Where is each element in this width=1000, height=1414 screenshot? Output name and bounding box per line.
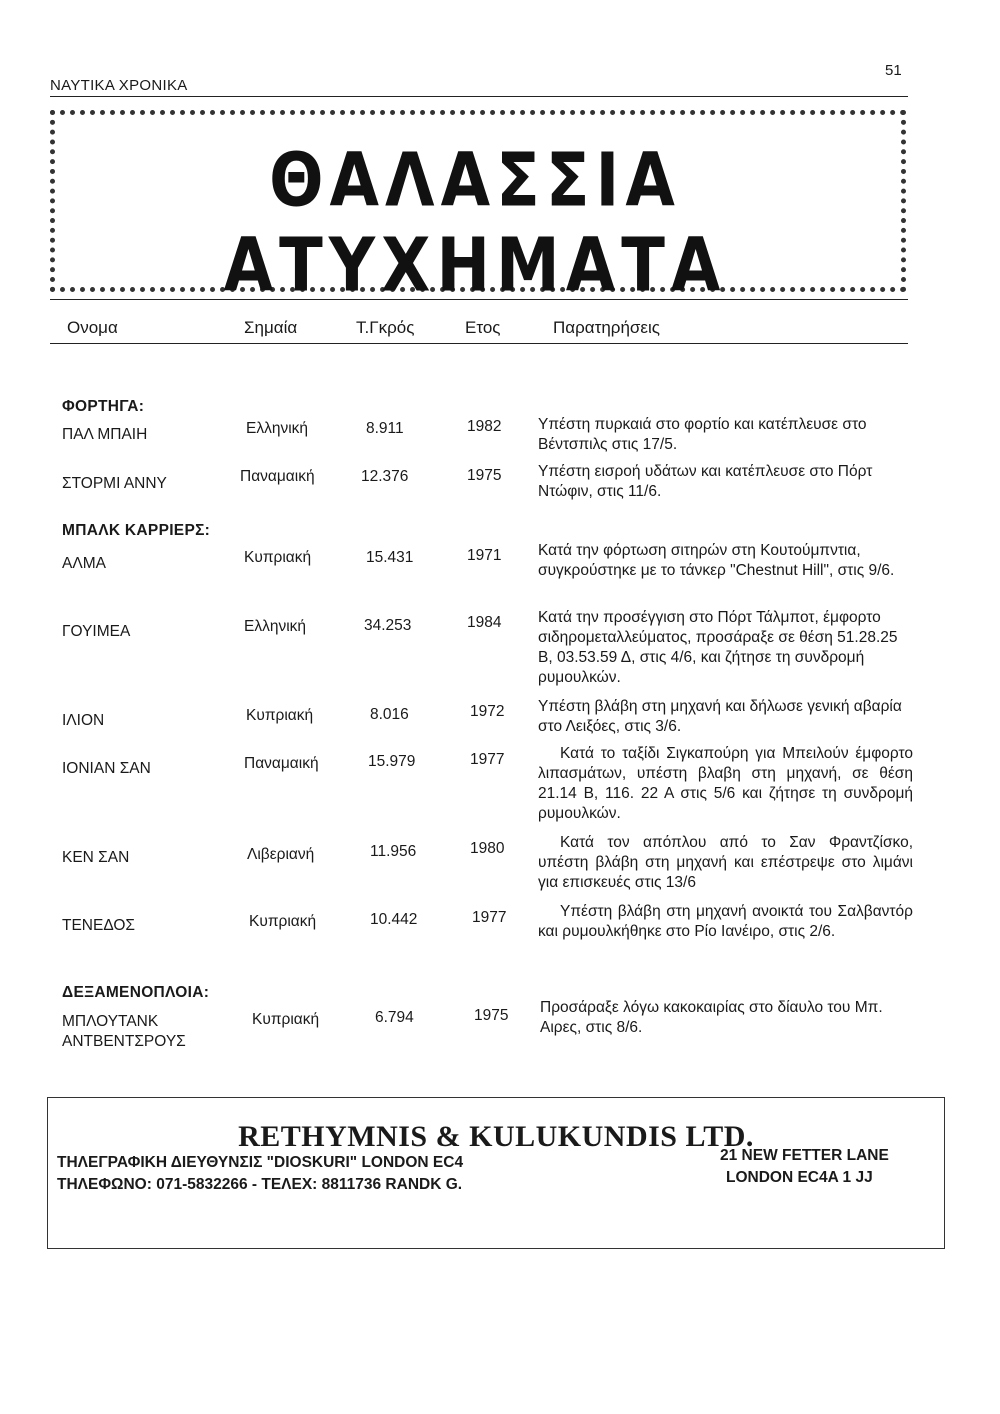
vessel-name: ΣΤΟΡΜΙ ΑΝΝΥ (62, 475, 167, 492)
category-tankers: ΔΕΞΑΜΕΝΟΠΛΟΙΑ: (62, 984, 210, 1001)
vessel-tonnage: 10.442 (370, 911, 418, 928)
col-header-flag: Σημαία (244, 318, 298, 337)
vessel-name: ΜΠΛΟΥΤΑΝΚ ΑΝΤΒΕΝΤΣΡΟΥΣ (62, 1013, 186, 1050)
vessel-tonnage: 8.911 (366, 420, 404, 437)
vessel-name: ΙΟΝΙΑΝ ΣΑΝ (62, 760, 151, 777)
vessel-name: ΑΛΜΑ (62, 555, 106, 572)
vessel-name: ΚΕΝ ΣΑΝ (62, 849, 130, 866)
vessel-remarks: Κατά τον απόπλου από το Σαν Φραντζίσκο, υπέστη βλάβη στη μηχανή και επέστρεψε στο λιμάνι για επισκευές στις 13/6 (538, 834, 913, 891)
column-header-rule (50, 343, 908, 344)
vessel-remarks: Υπέστη βλάβη στη μηχανή ανοικτά του Σαλβαντόρ και ρυμουλκήθηκε στο Ρίο Ιανέιρο, στις 2/6. (538, 903, 913, 940)
telegraph-address: ΤΗΛΕΓΡΑΦΙΚΗ ΔΙΕΥΘΥΝΣΙΣ "DIOSKURI" LONDON EC4 (57, 1154, 464, 1171)
vessel-year: 1977 (472, 909, 507, 926)
company-name: RETHYMNIS & KULUKUNDIS LTD. (238, 1120, 754, 1153)
vessel-tonnage: 11.956 (370, 843, 417, 860)
vessel-flag: Ελληνική (246, 420, 309, 437)
vessel-flag: Κυπριακή (252, 1011, 320, 1028)
vessel-tonnage: 34.253 (364, 617, 412, 634)
vessel-tonnage: 15.979 (368, 753, 416, 770)
category-bulk: ΜΠΑΛΚ ΚΑΡΡΙΕΡΣ: (62, 522, 211, 539)
vessel-remarks: Κατά την φόρτωση σιτηρών στη Κουτούμπντια, συγκρούστηκε με το τάνκερ "Chestnut Hill", στις 9/6. (538, 542, 895, 579)
banner-bottom-rule (50, 299, 908, 300)
header-rule (50, 96, 908, 97)
vessel-remarks: Κατά το ταξίδι Σιγκαπούρη για Μπειλούν έμφορτο λιπασμάτων, υπέστη βλαβη στη μηχανή, σε θέση 21.14 Β, 116. 22 Α στις 5/6 και ζήτησε τη συνδρομή ρυμουλκών. (538, 745, 913, 822)
col-header-name: Ονομα (67, 318, 118, 337)
vessel-year: 1982 (467, 418, 502, 435)
vessel-name: ΤΕΝΕΔΟΣ (62, 917, 136, 934)
col-header-year: Ετος (465, 318, 501, 337)
phone-telex: ΤΗΛΕΦΩΝΟ: 071-5832266 - ΤΕΛΕΧ: 8811736 RANDK G. (57, 1176, 463, 1193)
vessel-flag: Κυπριακή (249, 913, 317, 930)
address-line-1: 21 NEW FETTER LANE (720, 1147, 889, 1164)
category-cargo: ΦΟΡΤΗΓΑ: (62, 398, 145, 415)
vessel-name: ΠΑΛ ΜΠΑΙΗ (62, 426, 148, 443)
banner-title: ΘΑΛΑΣΣΙΑ ΑΤΥΧΗΜΑΤΑ (223, 138, 727, 310)
vessel-year: 1975 (467, 467, 502, 484)
vessel-flag: Λιβεριανή (247, 846, 315, 863)
vessel-tonnage: 8.016 (370, 706, 409, 723)
vessel-year: 1975 (474, 1007, 509, 1024)
vessel-year: 1977 (470, 751, 505, 768)
col-header-remarks: Παρατηρήσεις (553, 318, 660, 337)
vessel-remarks: Υπέστη βλάβη στη μηχανή και δήλωσε γενική αβαρία στο Λειξόες, στις 3/6. (538, 698, 902, 735)
vessel-remarks: Προσάραξε λόγω κακοκαιρίας στο δίαυλο του Μπ. Αιρες, στις 8/6. (540, 999, 883, 1036)
vessel-tonnage: 6.794 (375, 1009, 414, 1026)
vessel-flag: Παναμαική (240, 468, 315, 485)
vessel-remarks: Υπέστη πυρκαιά στο φορτίο και κατέπλευσε στο Βέντσπιλς στις 17/5. (538, 416, 867, 453)
vessel-flag: Κυπριακή (244, 549, 312, 566)
address-line-2: LONDON EC4A 1 JJ (726, 1169, 873, 1186)
vessel-remarks: Κατά την προσέγγιση στο Πόρτ Τάλμποτ, έμφορτο σιδηρομεταλλεύματος, προσάραξε σε θέση 51.28.25 Β, 03.53.59 Δ, στις 4/6, και ζήτησε τη συνδρομή ρυμουλκών. (538, 609, 898, 686)
vessel-year: 1984 (467, 614, 502, 631)
vessel-flag: Κυπριακή (246, 707, 314, 724)
page-number: 51 (885, 62, 902, 79)
vessel-year: 1972 (470, 703, 505, 720)
vessel-tonnage: 12.376 (361, 468, 409, 485)
vessel-flag: Ελληνική (244, 618, 307, 635)
vessel-year: 1980 (470, 840, 505, 857)
vessel-year: 1971 (467, 547, 502, 564)
running-title: ΝΑΥΤΙΚΑ ΧΡΟΝΙΚΑ (50, 77, 188, 94)
vessel-tonnage: 15.431 (366, 549, 414, 566)
vessel-name: ΙΛΙΟΝ (62, 712, 105, 729)
vessel-name: ΓΟΥΙΜΕΑ (62, 623, 131, 640)
vessel-flag: Παναμαική (244, 755, 319, 772)
col-header-tonnage: Τ.Γκρός (356, 318, 415, 337)
vessel-remarks: Υπέστη εισροή υδάτων και κατέπλευσε στο Πόρτ Ντώφιν, στις 11/6. (538, 463, 873, 500)
